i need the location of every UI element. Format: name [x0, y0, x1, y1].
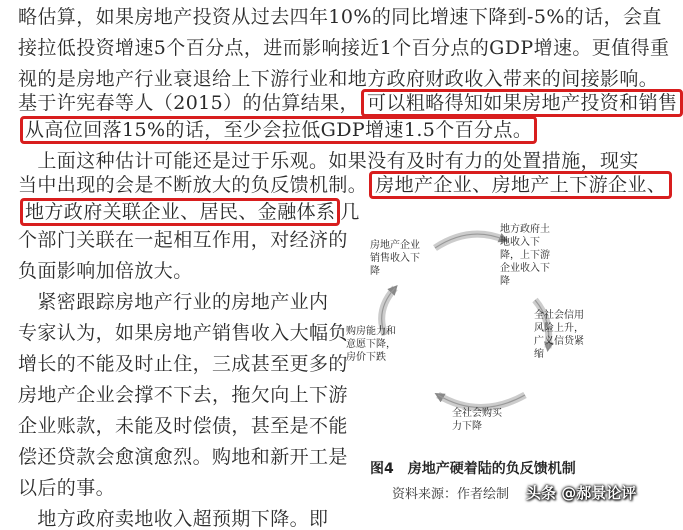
watermark-text: 头条 @郝景论评	[526, 484, 637, 502]
body-line-13: 增长的不能及时止住，三成甚至更多的	[18, 353, 348, 375]
body-line-14: 房地产企业会撑不下去，拖欠向上下游	[18, 384, 348, 406]
body-line-18: 地方政府卖地收入超预期下降。即	[18, 508, 329, 530]
body-line-8-tail: 几	[340, 201, 360, 223]
body-line-5	[18, 119, 537, 141]
feedback-cycle-diagram	[330, 200, 630, 450]
body-line-9: 个部门关联在一起相互作用，对经济的	[18, 229, 348, 251]
body-line-4-text: 基于许宪春等人（2015）的估算结果，	[18, 92, 359, 114]
body-line-7	[18, 174, 672, 196]
body-line-11: 紧密跟踪房地产行业的房地产业内	[18, 291, 329, 313]
highlight-box-2: 从高位回落15%的话，至少会拉低GDP增速1.5个百分点。	[20, 116, 537, 144]
body-line-17: 以后的事。	[18, 477, 116, 499]
highlight-box-3: 房地产企业、房地产上下游企业、	[369, 171, 672, 199]
body-line-10: 负面影响加倍放大。	[18, 260, 193, 282]
body-line-6: 上面这种估计可能还是过于乐观。如果没有及时有力的处置措施，现实	[18, 150, 639, 172]
body-line-1: 略估算，如果房地产投资从过去四年10%的同比增速下降到-5%的话，会直	[18, 6, 662, 28]
body-line-12: 专家认为，如果房地产销售收入大幅负	[18, 322, 348, 344]
diagram-node-housing-demand: 购房能力和意愿下降，房价下跌	[346, 326, 396, 363]
figure-source: 资料来源：作者绘制	[392, 487, 510, 502]
diagram-node-purchasing-power: 全社会购买力下降	[452, 408, 502, 432]
body-line-3: 视的是房地产行业衰退给上下游行业和地方政府财政收入带来的间接影响。	[18, 68, 659, 90]
body-line-16: 偿还贷款会愈演愈烈。购地和新开工是	[18, 446, 348, 468]
body-line-8	[18, 201, 360, 223]
body-line-4	[18, 92, 683, 114]
diagram-node-developer-sales: 房地产企业销售收入下降	[370, 240, 420, 277]
highlight-box-1: 可以粗略得知如果房地产投资和销售	[361, 89, 683, 117]
diagram-node-credit-risk: 全社会信用风险上升，广义信贷紧缩	[534, 310, 584, 360]
diagram-node-local-gov-income: 地方政府土地收入下降，上下游企业收入下降	[500, 224, 550, 287]
body-line-7-text: 当中出现的会是不断放大的负反馈机制。	[18, 174, 368, 196]
highlight-box-4: 地方政府关联企业、居民、金融体系	[20, 198, 340, 226]
body-line-15: 企业账款，未能及时偿债，甚至是不能	[18, 415, 348, 437]
body-line-2: 接拉低投资增速5个百分点，进而影响接近1个百分点的GDP增速。更值得重	[18, 37, 670, 59]
figure-caption: 图4 房地产硬着陆的负反馈机制	[370, 461, 576, 477]
